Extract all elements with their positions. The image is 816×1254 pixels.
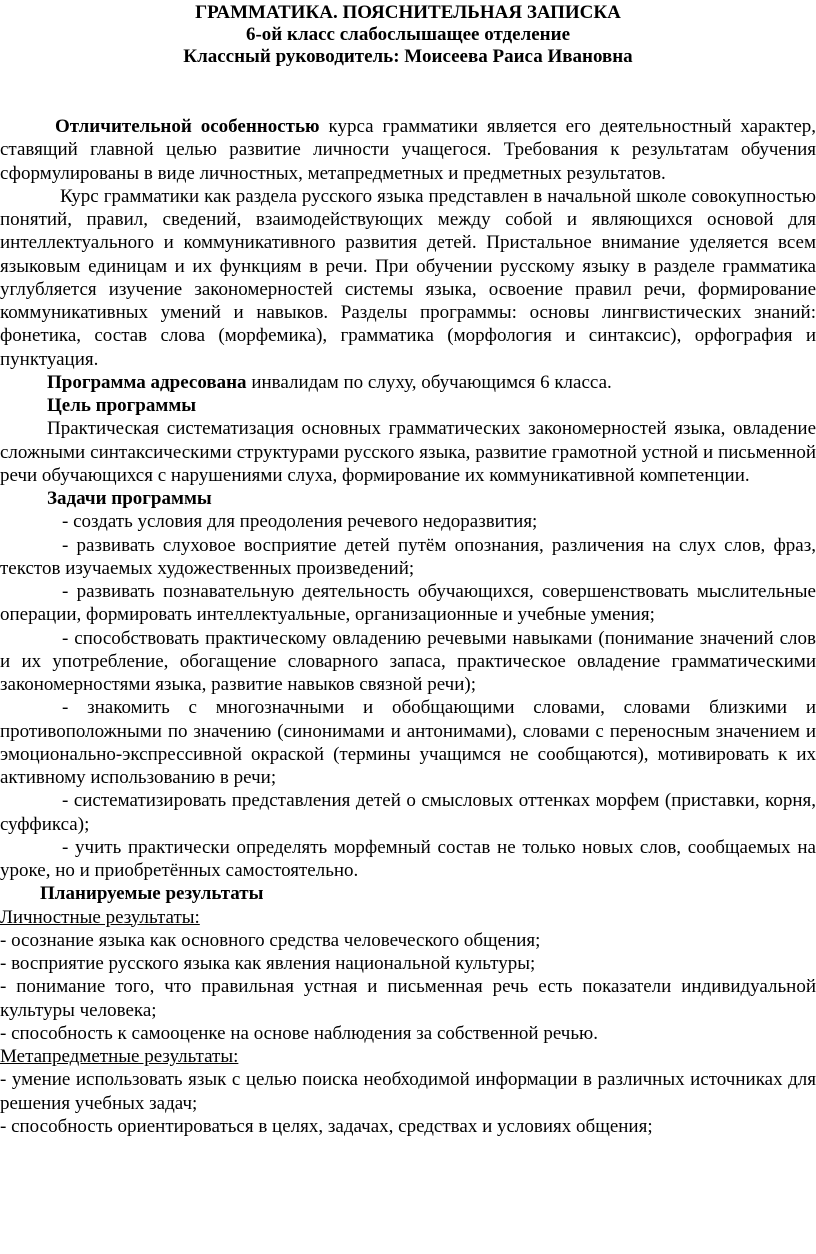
task-item: - знакомить с многозначными и обобщающими словами, словами близкими и противоположными по значению (синонимами и антонимами), словами с переносным значением и эмоционально-экспрессивной окраской (термины учащимся не сообщаются), мотивировать к их активному использованию в речи; [0,697,816,788]
addressed-text: инвалидам по слуху, обучающимся 6 класса. [246,371,612,393]
task-item: - создать условия для преодоления речевого недоразвития; [62,511,538,533]
meta-results-heading: Метапредметные результаты: [0,1046,239,1067]
task-item: - развивать слуховое восприятие детей путём опознания, различения на слух слов, фраз, текстов изучаемых художественных произведений; [0,534,816,579]
course-paragraph: Курс грамматики как раздела русского языка представлен в начальной школе совокупностью понятий, правил, сведений, взаимодействующих между собой и являющихся основой для интеллектуального и коммуникативного развития детей. Пристальное внимание уделяется всем языковым единицам и их функциям в речи. При обучении русскому языку в разделе грамматика углубляется изучение закономерностей системы языка, освоение правил речи, формирование коммуникативных умений и навыков. Разделы программы: основы лингвистических знаний: фонетика, состав слова (морфемика), грамматика (морфология и синтаксис), орфография и пунктуация. [0,185,816,370]
task-item: - учить практически определять морфемный состав не только новых слов, сообщаемых на уроке, но и приобретённых самостоятельно. [0,836,816,881]
task-item: - систематизировать представления детей о смысловых оттенках морфем (приставки, корня, суффикса); [0,790,816,835]
task-item: - способствовать практическому овладению речевыми навыками (понимание значений слов и их употребление, обогащение словарного запаса, практическое овладение грамматическими закономерностями языка, развитие навыков связной речи); [0,627,816,695]
personal-result-item: - способность к самооценке на основе наблюдения за собственной речью. [0,1022,598,1044]
meta-result-item: - умение использовать язык с целью поиска необходимой информации в различных источниках для решения учебных задач; [0,1069,816,1114]
goal-paragraph: Практическая систематизация основных грамматических закономерностей языка, овладение сложными синтаксическими структурами русского языка, развитие грамотной устной и письменной речи обучающихся с нарушениями слуха, формирование их коммуникативной компетенции. [0,418,816,486]
document-header [0,2,816,68]
document-body [0,115,816,1138]
document-subtitle: 6-ой класс слабослышащее отделение [245,24,570,45]
addressed-paragraph [0,371,816,394]
goal-heading: Цель программы [47,395,197,416]
meta-result-item: - способность ориентироваться в целях, задачах, средствах и условиях общения; [0,1115,653,1137]
personal-result-item: - осознание языка как основного средства человеческого общения; [0,929,541,951]
intro-paragraph [0,115,816,185]
personal-result-item: - восприятие русского языка как явления национальной культуры; [0,953,536,974]
task-item: - развивать познавательную деятельность обучающихся, совершенствовать мыслительные операции, формировать интеллектуальные, организационные и учебные умения; [0,581,816,626]
personal-result-item: - понимание того, что правильная устная и письменная речь есть показатели индивидуальной культуры человека; [0,976,816,1021]
intro-bold-lead: Отличительной особенностью [55,116,320,137]
class-teacher-line: Классный руководитель: Моисеева Раиса Ивановна [183,46,633,67]
intro-text: курса грамматики является его деятельностный характер, ставящий главной целью развитие личности учащегося. Требования к результатам обучения сформулированы в виде личностных, метапредметных и предметных результатов. [0,116,816,184]
addressed-bold-lead: Программа адресована [47,371,247,393]
document-title: ГРАММАТИКА. ПОЯСНИТЕЛЬНАЯ ЗАПИСКА [195,2,621,23]
tasks-heading: Задачи программы [47,488,212,509]
results-heading: Планируемые результаты [40,883,264,905]
personal-results-heading: Личностные результаты: [0,906,200,928]
